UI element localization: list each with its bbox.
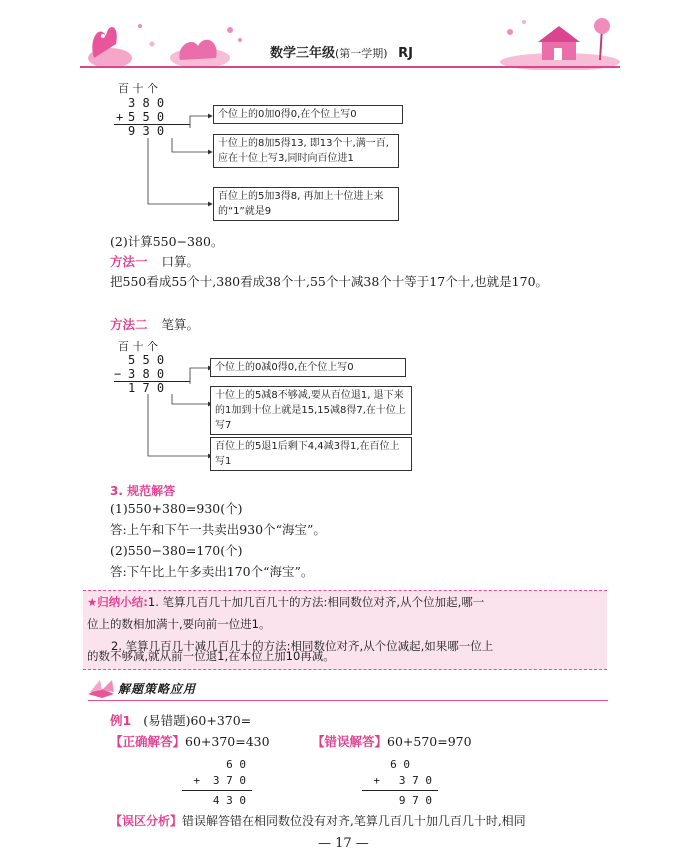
- book-icon: [86, 676, 116, 698]
- header-decoration-left: [80, 14, 260, 70]
- summary-line-2: 位上的数相加满十,要向前一位进1。: [87, 617, 271, 631]
- calc2-row2: 3 8 0: [128, 367, 165, 381]
- answer-line-4: 答:下午比上午多卖出170个“海宝”。: [110, 564, 314, 579]
- calc2-result: 1 7 0: [128, 381, 165, 395]
- wrong-calc-line: [362, 790, 438, 791]
- calc1-row2: 5 5 0: [128, 110, 165, 124]
- header-edition: RJ: [398, 46, 413, 61]
- wrong-label: 【错误解答】: [312, 734, 388, 749]
- header-subject: 数学三年级: [270, 46, 336, 61]
- example-label: 例1: [110, 713, 132, 728]
- wrong-text: 60+570=970: [387, 734, 472, 749]
- correct-calc-b: 3 7 0: [212, 774, 246, 787]
- analysis-label: 【误区分析】: [110, 814, 183, 828]
- wrong-calc-a: 6 0: [390, 758, 410, 771]
- calc1-connectors: [120, 100, 220, 225]
- summary-label: ★归纳小结:: [87, 595, 148, 609]
- header-rule: [80, 66, 620, 68]
- calc2-row1: 5 5 0: [128, 353, 165, 367]
- example-line: [110, 712, 251, 730]
- method2-heading: [110, 316, 199, 334]
- analysis-line: [110, 812, 526, 830]
- method2-label: 方法二: [110, 317, 148, 332]
- calc1-place-labels: 百 十 个: [118, 82, 158, 95]
- answer-line-2: 答:上午和下午一共卖出930个“海宝”。: [110, 522, 326, 537]
- example-text: 60+370=: [190, 713, 252, 728]
- calc1-note-hundreds: 百位上的5加3得8, 再加上十位进上来的“1”就是9: [213, 187, 399, 221]
- summary-line-1: 1. 笔算几百几十加几百几十的方法:相同数位对齐,从个位加起,哪一: [147, 595, 485, 609]
- part2-heading: (2)计算550−380。: [110, 234, 224, 249]
- analysis-text: 错误解答错在相同数位没有对齐,笔算几百几十加几百几十时,相同: [182, 814, 526, 828]
- summary-line-4: 的数不够减,就从前一位退1,在本位上加10再减。: [87, 649, 335, 663]
- correct-calc-op: +: [193, 774, 200, 787]
- strategy-title: 解题策略应用: [118, 682, 197, 696]
- method1-label: 方法一: [110, 254, 148, 269]
- wrong-calc-op: +: [373, 774, 380, 787]
- calc2-place-labels: 百 十 个: [118, 340, 158, 353]
- answer-line-3: (2)550−380=170(个): [110, 543, 243, 558]
- header-decoration-right: [490, 10, 630, 70]
- summary-row-1: [83, 591, 607, 613]
- page-number: — 17 —: [318, 836, 369, 851]
- summary-line-3: 2. 笔算几百几十减几百几十的方法:相同数位对齐,从个位减起,如果哪一位上: [111, 639, 494, 653]
- calc1-row1: 3 8 0: [128, 96, 165, 110]
- method1-name: 口算。: [161, 254, 200, 269]
- correct-calc-a: 6 0: [226, 758, 246, 771]
- correct-label: 【正确解答】: [110, 734, 186, 749]
- wrong-calc-b: 3 7 0: [398, 774, 432, 787]
- strategy-rule: [88, 700, 608, 701]
- header-term: (第一学期): [335, 47, 388, 60]
- correct-calc-result: 4 3 0: [212, 794, 246, 807]
- calc2-connectors: [120, 353, 220, 466]
- answer-title: 3. 规范解答: [110, 484, 176, 498]
- wrong-calc-result: 9 7 0: [398, 794, 432, 807]
- calc1-note-tens: 十位上的8加5得13, 即13个十,满一百,应在十位上写3,同时向百位进1: [213, 134, 399, 168]
- method2-name: 笔算。: [161, 317, 200, 332]
- calc2-operator: −: [114, 367, 122, 381]
- correct-text: 60+370=430: [185, 734, 270, 749]
- example-tag: (易错题): [143, 713, 191, 728]
- method1-heading: [110, 253, 199, 271]
- correct-answer-line: [110, 733, 270, 751]
- calc2-note-ones: 个位上的0减0得0,在个位上写0: [210, 358, 406, 377]
- correct-calc-line: [182, 790, 252, 791]
- calc1-operator: +: [116, 110, 124, 124]
- calc2-note-tens: 十位上的5减8不够减,要从百位退1, 退下来的1加到十位上就是15,15减8得7,在十位上写7: [210, 386, 412, 435]
- calc1-note-ones: 个位上的0加0得0,在个位上写0: [213, 105, 403, 124]
- wrong-answer-line: [312, 733, 472, 751]
- answer-line-1: (1)550+380=930(个): [110, 501, 243, 516]
- method1-text: 把550看成55个十,380看成38个十,55个十减38个十等于17个十,也就是170。: [110, 274, 549, 289]
- header-title: [270, 42, 413, 61]
- calc2-note-hundreds: 百位上的5退1后剩下4,4减3得1,在百位上写1: [210, 437, 412, 471]
- calc1-result: 9 3 0: [128, 124, 165, 138]
